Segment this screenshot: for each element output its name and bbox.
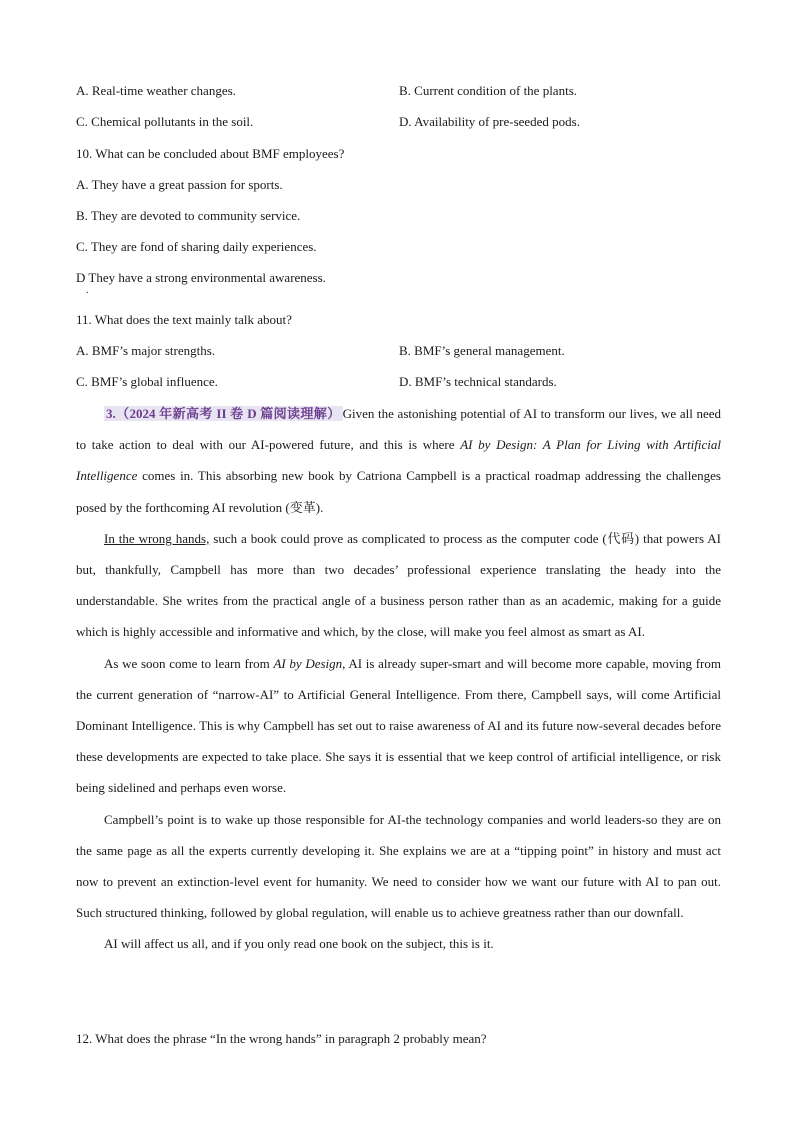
q9-option-a: A. Real-time weather changes.	[76, 83, 236, 98]
q11-option-a: A. BMF’s major strengths.	[76, 343, 216, 358]
q11-option-c: C. BMF’s global influence.	[76, 374, 218, 389]
q12-stem: 12. What does the phrase “In the wrong hands” in paragraph 2 probably mean?	[76, 1031, 487, 1046]
passage-paragraph-2	[76, 523, 721, 648]
reading-passage	[76, 398, 721, 960]
passage-paragraph-3	[76, 648, 721, 804]
q11-option-b: B. BMF’s general management.	[399, 343, 565, 358]
passage-paragraph-4: Campbell’s point is to wake up those responsible for AI-the technology companies and world leaders-so they are on the same page as all the experts currently developing it. She explains we are at a “tipping point” in history and must act now to prevent an extinction-level event for humanity. We need to consider how we want our future with AI to pan out. Such structured thinking, followed by global regulation, will enable us to achieve greatness rather than our downfall.	[76, 811, 721, 921]
passage-text: Given the astonishing potential of AI to transform our lives, we all need to take action to deal with our AI-powered future, and this is where	[76, 406, 722, 453]
q11-option-d: D. BMF’s technical standards.	[399, 374, 557, 389]
passage-text: , AI is already super-smart and will become more capable, moving from the current generation of “narrow-AI” to Artificial General Intelligence. From there, Campbell says, will come Artificial Dominant Intelligence. This is why Campbell has set out to raise awareness of AI and its future now-several decades before these developments are expected to take place. She says it is essential that we keep control of artificial intelligence, or risk being sidelined and perhaps even worse.	[76, 655, 721, 796]
passage-text: As we soon come to learn from	[104, 655, 274, 671]
q10-option-c: C. They are fond of sharing daily experiences.	[76, 239, 317, 254]
passage-paragraph-5: AI will affect us all, and if you only read one book on the subject, this is it.	[104, 936, 494, 952]
book-title: AI by Design	[273, 655, 343, 671]
passage-text: such a book could prove as complicated to process as the computer code (代码) that powers AI but, thankfully, Campbell has more than two decades’ professional experience translating the heady into the understandable. She writes from the practical angle of a business person rather than as an academic, making for a guide which is highly accessible and informative and which, by the close, will make you feel almost as smart as AI.	[76, 530, 722, 640]
q9-option-d: D. Availability of pre-seeded pods.	[399, 114, 580, 129]
passage-text: comes in. This absorbing new book by Catriona Campbell is a practical roadmap addressing the challenges posed by the forthcoming AI revolution (变革).	[76, 468, 721, 515]
book-title: AI by Design: A Plan for Living with Artificial Intelligence	[76, 437, 722, 484]
underlined-phrase: In the wrong hands,	[104, 530, 210, 546]
stray-dot: .	[86, 285, 89, 296]
source-tag: 3.（2024 年新高考 II 卷 D 篇阅读理解）	[106, 406, 341, 421]
q10-stem: 10. What can be concluded about BMF employees?	[76, 146, 345, 161]
q9-option-c: C. Chemical pollutants in the soil.	[76, 114, 254, 129]
q11-stem: 11. What does the text mainly talk about?	[76, 312, 292, 327]
q10-option-b: B. They are devoted to community service.	[76, 208, 301, 223]
q9-option-b: B. Current condition of the plants.	[399, 83, 578, 98]
passage-paragraph-1	[76, 398, 721, 523]
q10-option-a: A. They have a great passion for sports.	[76, 177, 283, 192]
q10-option-d: D They have a strong environmental awareness.	[76, 270, 326, 285]
